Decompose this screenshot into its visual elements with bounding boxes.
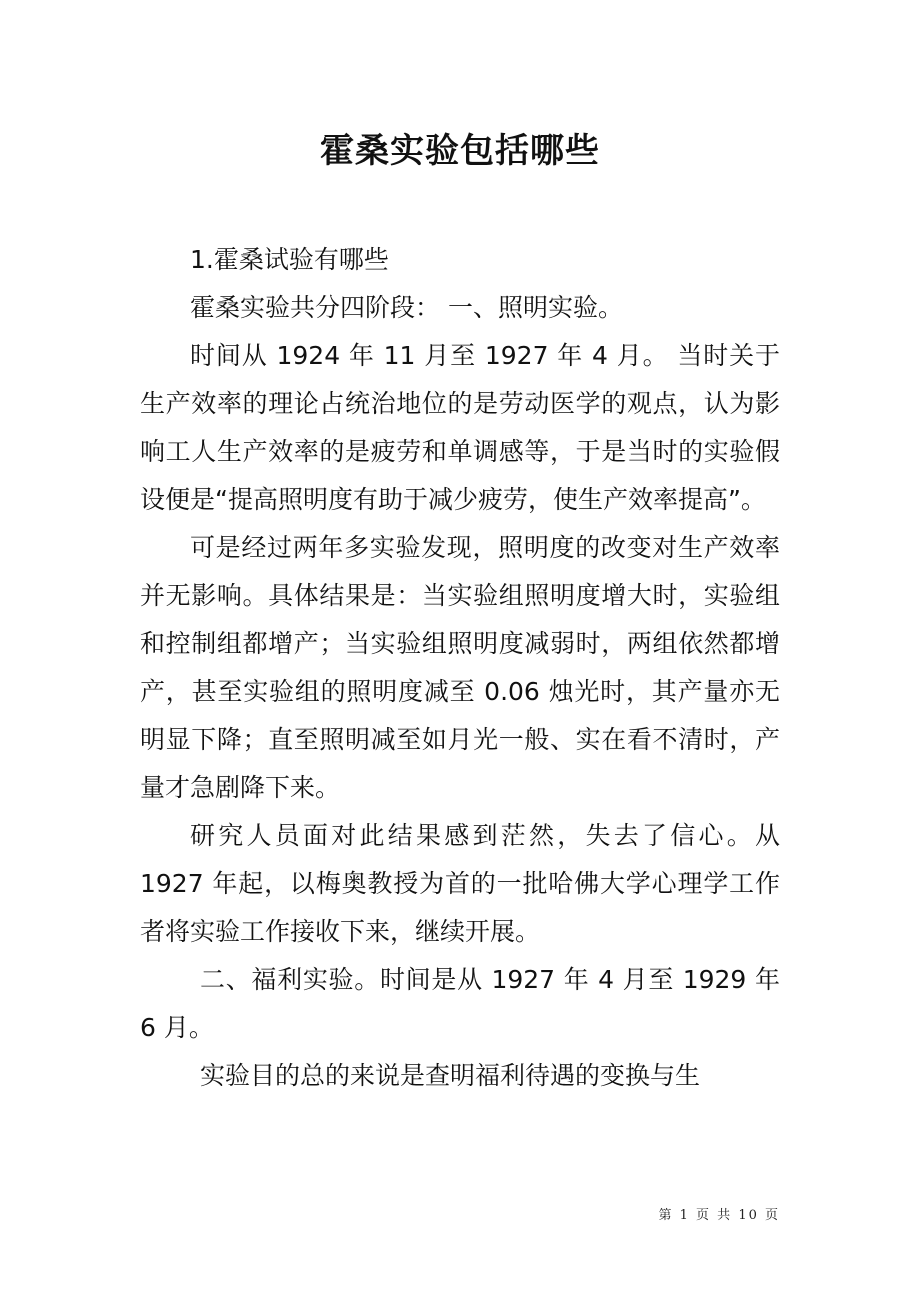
paragraph: 实验目的总的来说是查明福利待遇的变换与生: [200, 1061, 701, 1090]
document-title: 霍桑实验包括哪些: [320, 131, 600, 171]
document-body: [140, 236, 780, 1100]
paragraph: 二、福利实验。时间是从 1927 年 4 月至 1929 年 6 月。: [140, 965, 780, 1042]
paragraph: 研究人员面对此结果感到茫然，失去了信心。从 1927 年起，以梅奥教授为首的一批哈佛大学心理学工作者将实验工作接收下来，继续开展。: [140, 821, 780, 946]
paragraph: 1.霍桑试验有哪些: [190, 245, 389, 274]
paragraph: 时间从 1924 年 11 月至 1927 年 4 月。 当时关于生产效率的理论占统治地位的是劳动医学的观点，认为影响工人生产效率的是疲劳和单调感等，于是当时的实验假设便是“提高照明度有助于减少疲劳，使生产效率提高”。: [140, 341, 780, 514]
page-number-footer: [659, 1206, 780, 1226]
paragraph: 可是经过两年多实验发现，照明度的改变对生产效率并无影响。具体结果是：当实验组照明度增大时，实验组和控制组都增产；当实验组照明度减弱时，两组依然都增产，甚至实验组的照明度减至 0.06 烛光时，其产量亦无明显下降；直至照明减至如月光一般、实在看不清时，产量才急剧降下来。: [140, 533, 780, 802]
paragraph: 霍桑实验共分四阶段： 一、照明实验。: [190, 293, 623, 322]
page-number-label: 第 1 页 共 10 页: [658, 1208, 780, 1223]
